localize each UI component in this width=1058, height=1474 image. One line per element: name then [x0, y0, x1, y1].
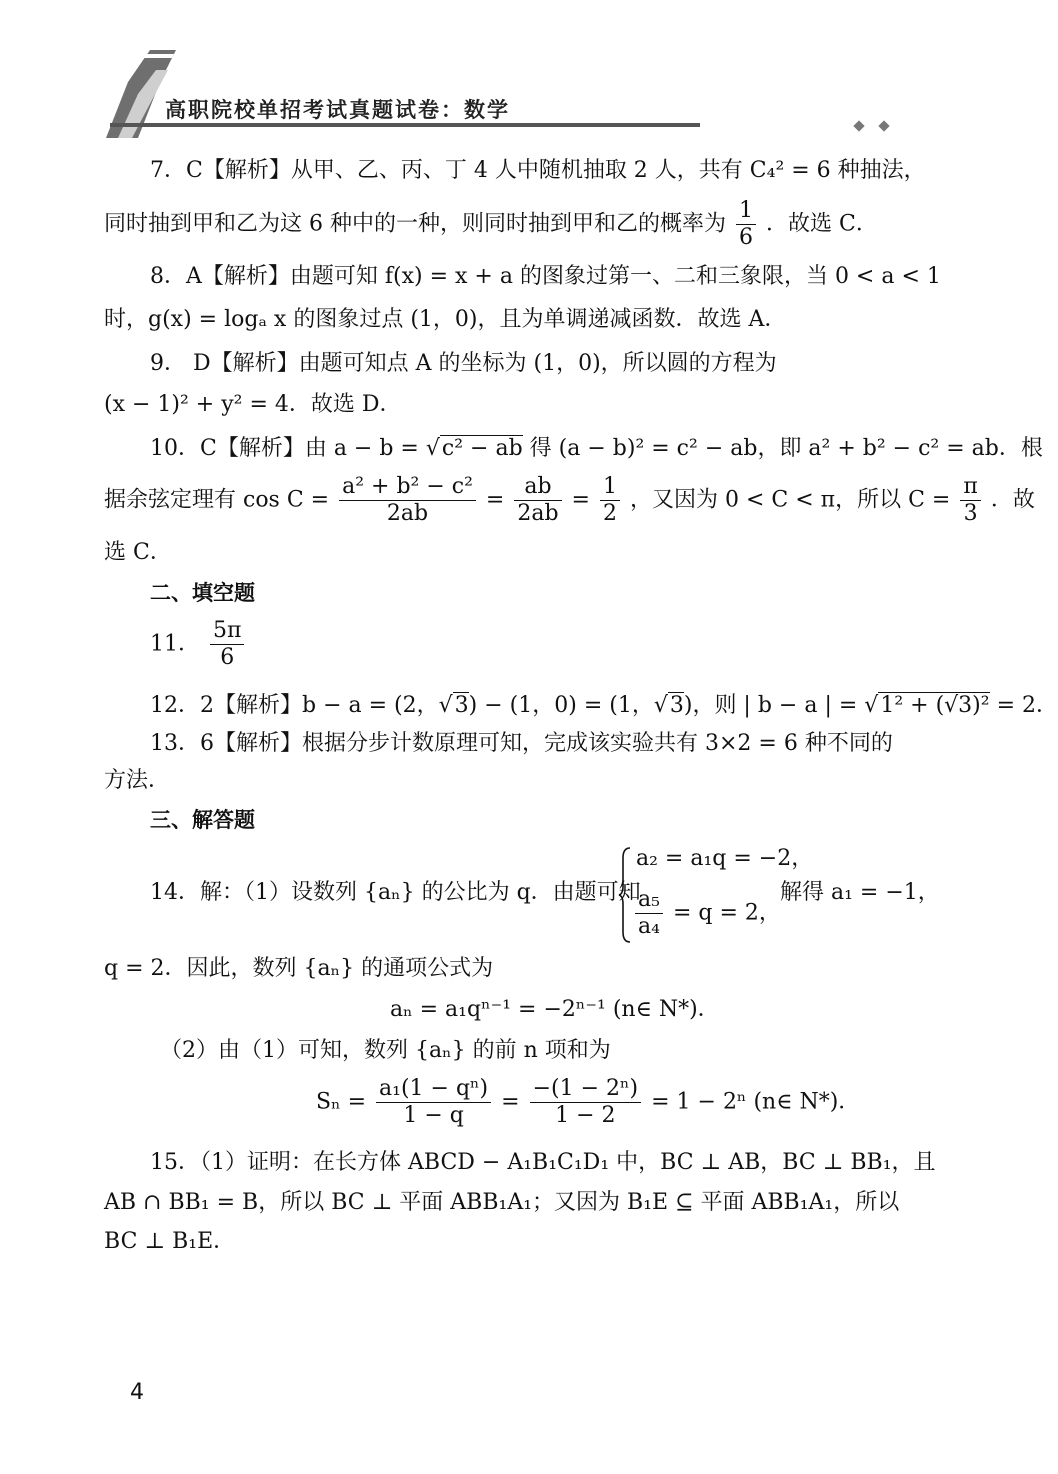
q10-text-b: 得 (a − b)² = c² − ab，即 a² + b² − c² = ab．根	[522, 436, 1043, 461]
q10-frac3-den: 2	[602, 501, 617, 526]
q10-frac2-den: 2ab	[517, 501, 559, 526]
q12-radicand-2: 3	[669, 693, 684, 718]
q11-line	[150, 620, 247, 669]
q11-fraction	[210, 620, 244, 669]
q14-general-term: aₙ = a₁qⁿ⁻¹ = −2ⁿ⁻¹ (n∈ N*)．	[390, 997, 720, 1022]
q12-radicand-3: 1² + (√3)²	[880, 693, 990, 718]
q12-line: 12．2【解析】b − a = (2，√3) − (1，0) = (1，√3)，则 | b − a | = √1² + (√3)² = 2．	[150, 693, 1058, 718]
q14-line2: q = 2．因此，数列 {aₙ} 的通项公式为	[104, 956, 494, 981]
q14-solution: 解得 a₁ = −1，	[780, 880, 940, 905]
header-title: 高职院校单招考试真题试卷：数学	[165, 98, 510, 122]
q7-answer: ．故选 C．	[766, 211, 878, 237]
q10-text-c: ，又因为 0 < C < π，所以 C =	[629, 487, 958, 513]
q10-frac2	[514, 476, 561, 525]
q11-frac-num: 5π	[210, 620, 244, 645]
q10-frac1	[339, 476, 476, 525]
q7-line1: 7．C【解析】从甲、乙、丙、丁 4 人中随机抽取 2 人，共有 C₄² = 6 种抽法，	[150, 158, 926, 183]
q10-line2: 据余弦定理有 cos C = $\frac{\text{a² + b² − c²}}{2ab}$ = $\frac{ab}{2ab}$ = $\frac{1}{2}$ ，又因为 0 < C < π，所以 C = $\frac{\pi}{3}$ ．故	[104, 474, 1035, 526]
header-diamond-icon	[878, 120, 889, 131]
q12-text-b: ) − (1，0) = (1，	[468, 693, 654, 718]
page-number: 4	[130, 1380, 144, 1405]
q10-frac1-den: 2ab	[386, 501, 429, 526]
q11-label: 11．	[150, 631, 200, 657]
q10-frac3-num: 1	[600, 476, 620, 501]
q14-system-eq1: a₂ = a₁q = −2，	[636, 846, 814, 871]
header-diamond-icon	[853, 120, 864, 131]
equation-system-brace	[618, 846, 632, 944]
q7-frac-den: 6	[739, 225, 753, 250]
q13-line2: 方法．	[104, 768, 171, 793]
q14-sum-result: = 1 − 2ⁿ (n∈ N*)．	[651, 1089, 861, 1115]
q15-line3: BC ⊥ B₁E．	[104, 1229, 236, 1254]
q14-part2: （2）由（1）可知，数列 {aₙ} 的前 n 项和为	[160, 1038, 611, 1063]
q13-line1: 13．6【解析】根据分步计数原理可知，完成该实验共有 3×2 = 6 种不同的	[150, 731, 893, 756]
q14-sum-frac2-den: 1 − 2	[555, 1103, 616, 1128]
q10-line3: 选 C．	[104, 540, 172, 565]
q14-sum-frac1	[376, 1078, 491, 1127]
section-answer-heading: 三、解答题	[150, 808, 255, 832]
q14-line1: 14．解：（1）设数列 {aₙ} 的公比为 q．由题可知	[150, 880, 641, 905]
q10-cos-label: 据余弦定理有 cos C =	[104, 487, 337, 513]
q7-frac-num: 1	[736, 200, 756, 225]
q10-frac2-num: ab	[514, 476, 561, 501]
q10-frac4-num: π	[960, 476, 980, 501]
q15-line1: 15．（1）证明：在长方体 ABCD − A₁B₁C₁D₁ 中，BC ⊥ AB，BC ⊥ BB₁，且	[150, 1150, 936, 1175]
q10-radical: √c² − ab	[425, 436, 523, 461]
book-stack-logo-icon	[98, 42, 188, 142]
q14-sum-label: Sₙ =	[316, 1089, 374, 1115]
q7-fraction	[736, 200, 756, 249]
q10-frac4-den: 3	[963, 501, 978, 526]
q11-frac-den: 6	[220, 645, 235, 670]
q8-line2: 时，g(x) = logₐ x 的图象过点 (1，0)，且为单调递减函数．故选 A．	[104, 307, 787, 332]
q10-frac3	[600, 476, 620, 525]
q12-text-a: 12．2【解析】b − a = (2，	[150, 693, 439, 718]
q10-text-a: 10．C【解析】由 a − b =	[150, 436, 426, 461]
q14-sum-frac2	[530, 1078, 642, 1127]
q9-line1: 9． D【解析】由题可知点 A 的坐标为 (1，0)，所以圆的方程为	[150, 351, 777, 376]
q14-sum-frac1-den: 1 − q	[403, 1103, 464, 1128]
header-rule	[110, 123, 700, 127]
q14-ratio-num: a₅	[635, 889, 663, 914]
q14-sum-frac1-num: a₁(1 − qⁿ)	[376, 1078, 491, 1103]
q14-sum-frac2-num: −(1 − 2ⁿ)	[530, 1078, 642, 1103]
section-fill-in-heading: 二、填空题	[150, 581, 255, 605]
q15-line2: AB ∩ BB₁ = B，所以 BC ⊥ 平面 ABB₁A₁；又因为 B₁E ⊆ 平面 ABB₁A₁，所以	[104, 1190, 900, 1215]
q12-text-c: )，则 | b − a | =	[683, 693, 865, 718]
q10-frac4	[960, 476, 980, 525]
q7-line2	[104, 200, 878, 249]
q10-frac1-num: a² + b² − c²	[339, 476, 476, 501]
q14-system-eq2	[632, 889, 781, 938]
q9-line2: (x − 1)² + y² = 4．故选 D．	[104, 392, 402, 417]
q14-ratio-den: a₄	[638, 914, 660, 939]
q12-radicand-1: 3	[454, 693, 469, 718]
q10-text-d: ．故	[990, 487, 1035, 513]
q8-line1: 8．A【解析】由题可知 f(x) = x + a 的图象过第一、二和三象限，当 0 < a < 1	[150, 264, 941, 289]
q10-line1	[150, 438, 1043, 460]
q10-radicand: c² − ab	[441, 436, 523, 461]
q14-sum-formula: Sₙ = $\frac{\text{a₁(1 − qⁿ)}}{1 - q}$ = $\frac{\text{−(1 − 2ⁿ)}}{1 - 2}$ = 1 − 2ⁿ (n∈ N*)．	[316, 1076, 861, 1128]
q14-ratio	[635, 889, 663, 938]
q14-ratio-rest: = q = 2，	[672, 900, 781, 926]
q12-text-d: = 2．	[989, 693, 1058, 718]
q7-text: 同时抽到甲和乙为这 6 种中的一种，则同时抽到甲和乙的概率为	[104, 211, 726, 237]
